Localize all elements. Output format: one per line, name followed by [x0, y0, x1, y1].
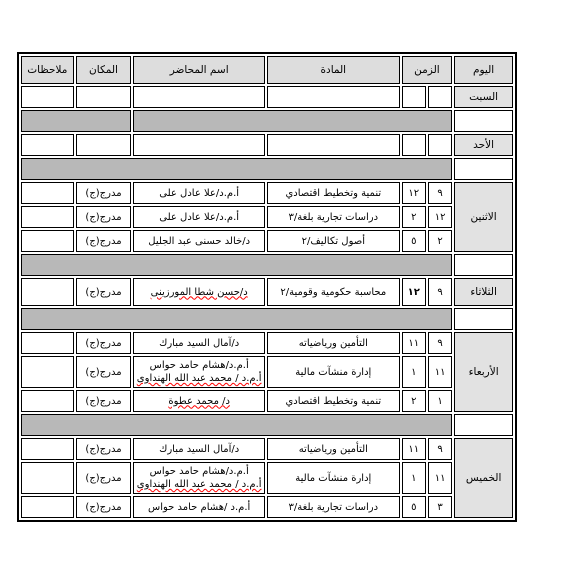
separator-row [21, 158, 513, 180]
lecturer-line: أ.م.د/هشام حامد حواس [149, 360, 249, 371]
time-to: ٥ [402, 230, 426, 252]
time-to: ١٢ [402, 182, 426, 204]
table-row [21, 134, 513, 156]
table-row [21, 356, 513, 388]
time-from: ٩ [428, 438, 452, 460]
separator-row [21, 414, 513, 436]
subject-cell: إدارة منشآت مالية [267, 356, 400, 388]
place-cell: مدرج(ج) [76, 462, 132, 494]
time-from: ٢ [428, 230, 452, 252]
lecturer-cell: د/ محمد عطوة [133, 390, 265, 412]
schedule [17, 52, 517, 522]
lecturer-cell: أ.م.د/علا عادل على [133, 206, 265, 228]
lecturer-cell: د/خالد حسنى عبد الجليل [133, 230, 265, 252]
subject-cell: دراسات تجارية بلغة/٣ [267, 496, 400, 518]
place-cell: مدرج(ج) [76, 356, 132, 388]
subject-cell: تنمية وتخطيط اقتصادي [267, 182, 400, 204]
table-row [21, 182, 513, 204]
header-place: المكان [76, 56, 132, 84]
time-to: ١١ [402, 332, 426, 354]
separator-row [21, 254, 513, 276]
table-row [21, 206, 513, 228]
header-row [21, 56, 513, 84]
time-to: ١ [402, 462, 426, 494]
schedule-table [17, 52, 517, 522]
day-monday: الاثنين [454, 182, 513, 252]
day-saturday: السبت [454, 86, 513, 108]
table-row [21, 462, 513, 494]
header-notes: ملاحظات [21, 56, 74, 84]
table-row [21, 332, 513, 354]
table-row [21, 278, 513, 306]
subject-cell: التأمين ورياضياته [267, 438, 400, 460]
place-cell: مدرج(ج) [76, 230, 132, 252]
table-row [21, 496, 513, 518]
day-wednesday: الأربعاء [454, 332, 513, 412]
place-cell: مدرج(ج) [76, 206, 132, 228]
day-thursday: الخميس [454, 438, 513, 518]
lecturer-line: أ.م.د / محمد عبد الله الهنداوى [136, 479, 262, 490]
separator-row [21, 110, 513, 132]
time-from: ٩ [428, 332, 452, 354]
time-from: ٩ [428, 278, 452, 306]
time-to: ٢ [402, 206, 426, 228]
table-row [21, 390, 513, 412]
day-sunday: الأحد [454, 134, 513, 156]
time-to: ١ [402, 356, 426, 388]
header-day: اليوم [454, 56, 513, 84]
lecturer-cell: د/آمال السيد مبارك [133, 332, 265, 354]
time-from: ١١ [428, 462, 452, 494]
time-to: ٢ [402, 390, 426, 412]
header-time: الزمن [402, 56, 453, 84]
lecturer-cell [133, 356, 265, 388]
separator-row [21, 308, 513, 330]
header-lecturer: اسم المحاضر [133, 56, 265, 84]
time-to: ١٢ [402, 278, 426, 306]
place-cell: مدرج(ج) [76, 438, 132, 460]
time-from: ١ [428, 390, 452, 412]
lecturer-cell: د/آمال السيد مبارك [133, 438, 265, 460]
place-cell: مدرج(ج) [76, 332, 132, 354]
time-from: ٩ [428, 182, 452, 204]
subject-cell: أصول تكاليف/٢ [267, 230, 400, 252]
table-row [21, 230, 513, 252]
lecturer-cell: د/حسن شطا المورزينى [133, 278, 265, 306]
place-cell: مدرج(ج) [76, 278, 132, 306]
subject-cell: التأمين ورياضياته [267, 332, 400, 354]
table-row [21, 86, 513, 108]
subject-cell: محاسبة حكومية وقومية/٢ [267, 278, 400, 306]
day-tuesday: الثلاثاء [454, 278, 513, 306]
lecturer-cell [133, 462, 265, 494]
lecturer-cell: أ.م.د /هشام حامد حواس [133, 496, 265, 518]
header-subject: المادة [267, 56, 400, 84]
time-to: ١١ [402, 438, 426, 460]
time-from: ٣ [428, 496, 452, 518]
lecturer-cell: أ.م.د/علا عادل على [133, 182, 265, 204]
subject-cell: تنمية وتخطيط اقتصادي [267, 390, 400, 412]
time-from: ١١ [428, 356, 452, 388]
time-to: ٥ [402, 496, 426, 518]
lecturer-line: أ.م.د / محمد عبد الله الهنداوى [136, 373, 262, 384]
subject-cell: دراسات تجارية بلغة/٣ [267, 206, 400, 228]
place-cell: مدرج(ج) [76, 390, 132, 412]
lecturer-line: أ.م.د/هشام حامد حواس [149, 466, 249, 477]
place-cell: مدرج(ج) [76, 496, 132, 518]
place-cell: مدرج(ج) [76, 182, 132, 204]
subject-cell: إدارة منشآت مالية [267, 462, 400, 494]
table-row [21, 438, 513, 460]
time-from: ١٢ [428, 206, 452, 228]
